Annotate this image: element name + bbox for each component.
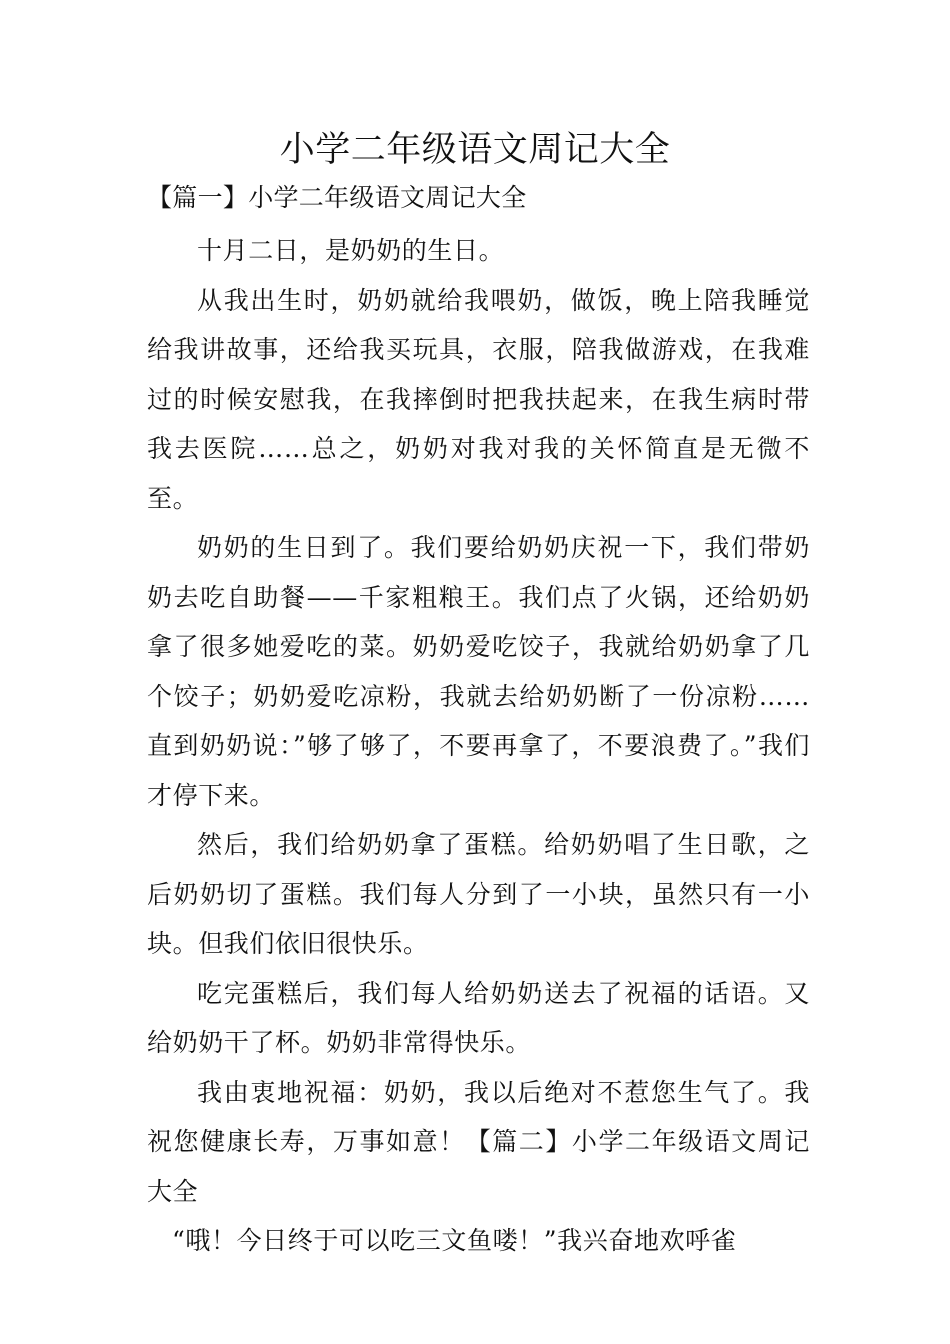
- paragraph: “哦！今日终于可以吃三文鱼喽！”我兴奋地欢呼雀: [172, 1226, 737, 1255]
- document-body: [147, 226, 810, 1266]
- paragraph: 吃完蛋糕后，我们每人给奶奶送去了祝福的话语。又给奶奶干了杯。奶奶非常得快乐。: [147, 978, 810, 1057]
- document-title: 小学二年级语文周记大全: [279, 130, 671, 170]
- paragraph: 然后，我们给奶奶拿了蛋糕。给奶奶唱了生日歌，之后奶奶切了蛋糕。我们每人分到了一小块，虽然只有一小块。但我们依旧很快乐。: [147, 830, 810, 958]
- section-one-heading: 【篇一】小学二年级语文周记大全: [147, 183, 527, 212]
- paragraph: 十月二日，是奶奶的生日。: [197, 236, 505, 265]
- paragraph: 我由衷地祝福：奶奶，我以后绝对不惹您生气了。我祝您健康长寿，万事如意！【篇二】小学二年级语文周记大全: [147, 1077, 810, 1206]
- paragraph: 从我出生时，奶奶就给我喂奶，做饭，晚上陪我睡觉给我讲故事，还给我买玩具，衣服，陪我做游戏，在我难过的时候安慰我，在我摔倒时把我扶起来，在我生病时带我去医院……总之，奶奶对我对我的关怀简直是无微不至。: [147, 285, 810, 513]
- paragraph: 奶奶的生日到了。我们要给奶奶庆祝一下，我们带奶奶去吃自助餐——千家粗粮王。我们点了火锅，还给奶奶拿了很多她爱吃的菜。奶奶爱吃饺子，我就给奶奶拿了几个饺子；奶奶爱吃凉粉，我就去给奶奶断了一份凉粉……直到奶奶说：”够了够了，不要再拿了，不要浪费了。”我们才停下来。: [147, 533, 810, 810]
